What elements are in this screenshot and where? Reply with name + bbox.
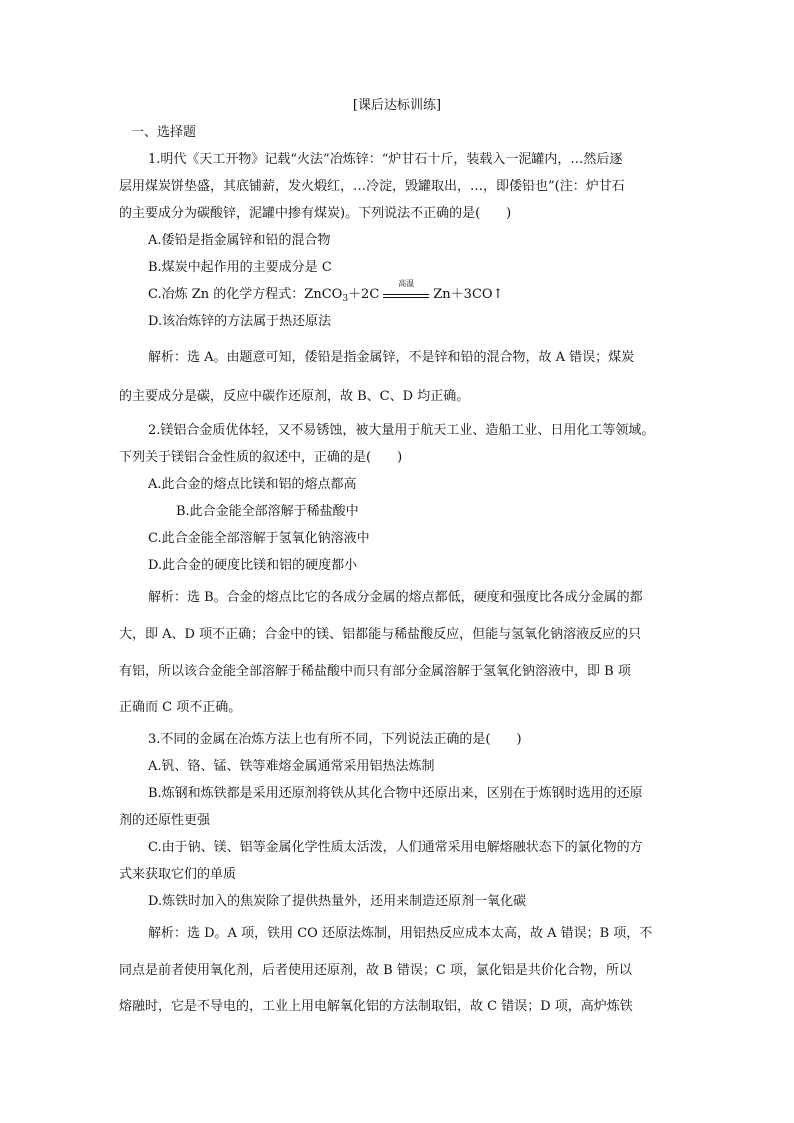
q1-equation-right: Zn＋3CO↑ [433, 287, 504, 302]
q1-equation-left: ZnCO [304, 287, 343, 302]
q2-stem-line-1: 2.镁铝合金质优体轻，又不易锈蚀，被大量用于航天工业、造船工业、日用化工等领域。 [148, 423, 655, 438]
reaction-condition: 高温 [398, 279, 415, 288]
q3-option-a: A.钒、铬、锰、铁等难熔金属通常采用铝热法炼制 [148, 759, 435, 774]
q2-stem-line-2: 下列关于镁铝合金性质的叙述中，正确的是( ) [119, 450, 403, 465]
q1-option-c-label: C.冶炼 Zn 的化学方程式： [148, 287, 305, 302]
q2-option-b: B.此合金能全部溶解于稀盐酸中 [176, 504, 359, 519]
q1-stem-line-2: 层用煤炭饼垫盛，其底铺薪，发火煅红，…冷淀，毁罐取出，…，即倭铅也”(注：炉甘石 [119, 179, 625, 194]
q1-option-c [148, 279, 504, 308]
q2-option-d: D.此合金的硬度比镁和铝的硬度都小 [148, 558, 358, 573]
q2-analysis-line-4: 正确而 C 项不正确。 [119, 700, 242, 715]
q2-analysis-line-1: 解析：选 B。合金的熔点比它的各成分金属的熔点都低，硬度和强度比各成分金属的都 [148, 590, 643, 605]
q3-analysis-line-2: 同点是前者使用氧化剂，后者使用还原剂，故 B 错误；C 项，氯化铝是共价化合物，所以 [119, 963, 632, 978]
q2-analysis-line-3: 有铝，所以该合金能全部溶解于稀盐酸中而只有部分金属溶解于氢氧化钠溶液中，即 B 项 [119, 664, 631, 679]
q2-option-c: C.此合金能全部溶解于氢氧化钠溶液中 [148, 531, 370, 546]
q1-equation-subscript: 3 [342, 294, 349, 304]
page-title: [课后达标训练] [352, 98, 442, 113]
q3-option-b-line-2: 剂的还原性更强 [119, 813, 211, 828]
section-heading: 一、选择题 [131, 125, 197, 140]
q1-option-b: B.煤炭中起作用的主要成分是 C [148, 260, 332, 275]
q1-option-d: D.该冶炼锌的方法属于热还原法 [148, 314, 332, 329]
q3-analysis-line-3: 熔融时，它是不导电的，工业上用电解氧化铝的方法制取铝，故 C 错误；D 项，高炉炼铁 [119, 999, 633, 1014]
q3-option-d: D.炼铁时加入的焦炭除了提供热量外，还用来制造还原剂一氧化碳 [148, 894, 527, 909]
q1-analysis-line-2: 的主要成分是碳，反应中碳作还原剂，故 B、C、D 均正确。 [119, 389, 470, 404]
q1-analysis-line-1: 解析：选 A。由题意可知，倭铅是指金属锌，不是锌和铅的混合物，故 A 错误；煤炭 [148, 350, 635, 365]
q3-option-c-line-1: C.由于钠、镁、铝等金属化学性质太活泼，人们通常采用电解熔融状态下的氯化物的方 [148, 840, 643, 855]
q3-analysis-line-1: 解析：选 D。A 项，铁用 CO 还原法炼制，用铝热反应成本太高，故 A 错误；B 项，不 [148, 926, 653, 941]
q1-stem-line-1: 1.明代《天工开物》记载“火法”冶炼锌：“炉甘石十斤，装载入一泥罐内，…然后逐 [148, 152, 623, 167]
q1-stem-line-3: 的主要成分为碳酸锌，泥罐中掺有煤炭)。下列说法不正确的是( ) [119, 206, 512, 221]
q2-analysis-line-2: 大，即 A、D 项不正确；合金中的镁、铝都能与稀盐酸反应，但能与氢氧化钠溶液反应的只 [119, 627, 642, 642]
q3-option-b-line-1: B.炼钢和炼铁都是采用还原剂将铁从其化合物中还原出来，区别在于炼钢时选用的还原 [148, 786, 643, 801]
q2-option-a: A.此合金的熔点比镁和铝的熔点都高 [148, 477, 357, 492]
reaction-arrow [383, 279, 429, 304]
q1-equation-mid: ＋2C [348, 287, 380, 302]
q1-option-a: A.倭铅是指金属锌和铅的混合物 [148, 233, 331, 248]
q3-option-c-line-2: 式来获取它们的单质 [119, 867, 237, 882]
q3-stem-line-1: 3.不同的金属在冶炼方法上也有所不同，下列说法正确的是( ) [148, 732, 522, 747]
